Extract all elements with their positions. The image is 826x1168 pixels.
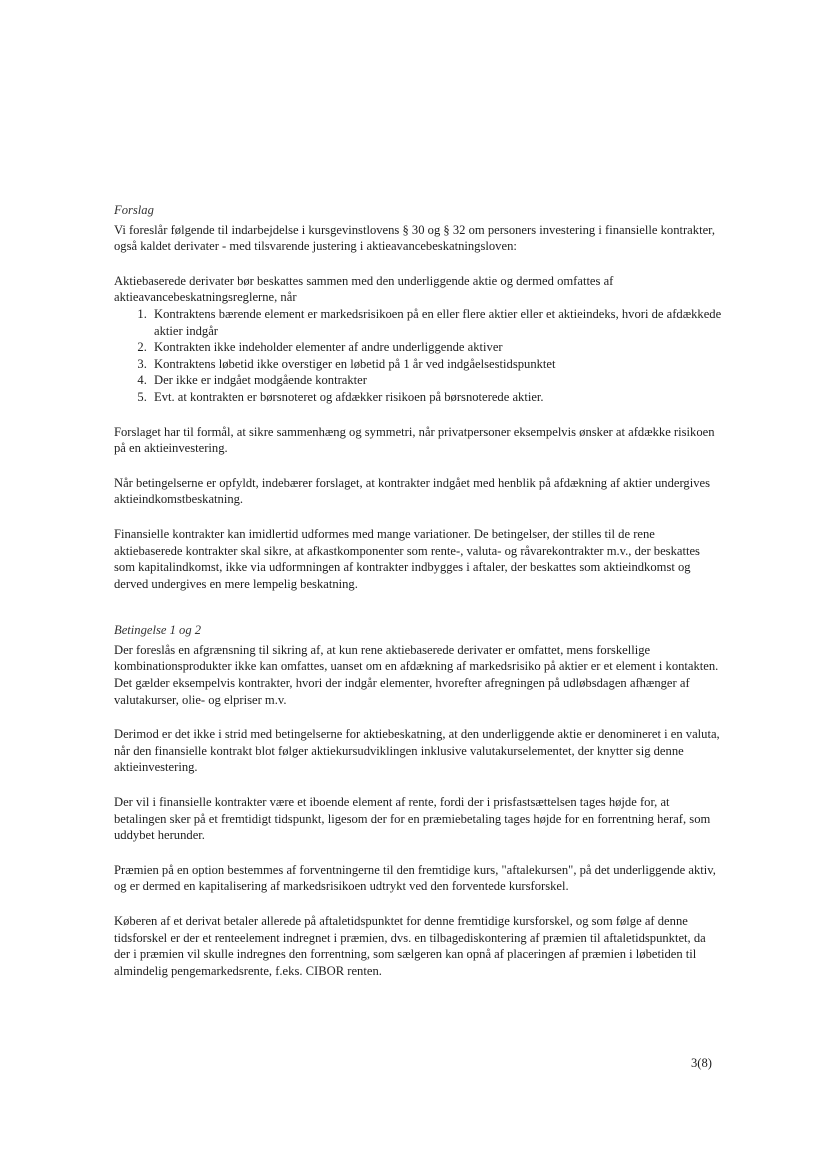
conditions-list [114, 306, 724, 406]
paragraph-intro: Vi foreslår følgende til indarbejdelse i kursgevinstlovens § 30 og § 32 om personers investering i finansielle kontrakter, også kaldet derivater - med tilsvarende justering i aktieavancebeskatningsloven: [114, 222, 715, 254]
paragraph-interest-element: Der vil i finansielle kontrakter være et iboende element af rente, fordi der i prisfastsættelsen tages højde for, at betalingen sker på et fremtidigt tidspunkt, ligesom der for en præmiebetaling tages højde for en forrentning heraf, som uddybet herunder. [114, 795, 711, 843]
section-heading-betingelse: Betingelse 1 og 2 [114, 623, 202, 638]
condition-item: 4. Der ikke er indgået modgående kontrakter [150, 372, 724, 389]
paragraph-option-premium: Præmien på en option bestemmes af forventningerne til den fremtidige kurs, "aftalekursen", på det underliggende aktiv, og er dermed en kapitalisering af markedsrisikoen udtrykt ved den forventede kursforskel. [114, 862, 716, 894]
paragraph-delimitation: Der foreslås en afgrænsning til sikring af, at kun rene aktiebaserede derivater er omfattet, mens forskellige kombinationsprodukter ikke kan omfattes, uanset om en afdækning af markedsrisiko på aktier er et element i kontakten. Det gælder eksempelvis kontrakter, hvori der indgår elementer, hvorefter afregningen på udløbsdagen afhænger af valutakurser, olie- og elpriser m.v. [114, 642, 719, 707]
paragraph-currency: Derimod er det ikke i strid med betingelserne for aktiebeskatning, at den underliggende aktie er denomineret i en valuta, når den finansielle kontrakt blot følger aktiekursudviklingen inklusive valutakurselementet, der knytter sig denne aktieinvestering. [114, 727, 720, 775]
section-spacer [114, 610, 724, 622]
section-heading-forslag: Forslag [114, 203, 154, 217]
condition-item: 5. Evt. at kontrakten er børsnoteret og afdækker risikoen på børsnoterede aktier. [150, 389, 724, 406]
paragraph-conditions-met: Når betingelserne er opfyldt, indebærer forslaget, at kontrakter indgået med henblik på afdækning af aktier undergives aktieindkomstbeskatning. [114, 475, 711, 507]
paragraph-variations: Finansielle kontrakter kan imidlertid udformes med mange variationer. De betingelser, der stilles til de rene aktiebaserede kontrakter skal sikre, at afkastkomponenter som rente-, valuta- og råvarekontrakter m.v., der beskattes som kapitalindkomst, ikke via udformningen af kontrakter indbygges i aftaler, der beskattes som aktieindkomst og derved undergives en mere lempelig beskatning. [114, 526, 700, 591]
page-body [114, 202, 724, 997]
condition-item: 2. Kontrakten ikke indeholder elementer af andre underliggende aktiver [150, 339, 724, 356]
paragraph-buyer-payment: Køberen af et derivat betaler allerede på aftaletidspunktet for denne fremtidige kursforskel, og som følge af denne tidsforskel er der et renteelement indregnet i præmien, dvs. en tilbagediskontering af præmien til aftaletidspunktet, da der i præmien vil skulle indregnes den forrentning, som sælgeren kan opnå af placeringen af præmien i løbetiden til almindelig pengemarkedsrente, f.eks. CIBOR renten. [114, 914, 706, 978]
paragraph-purpose: Forslaget har til formål, at sikre sammenhæng og symmetri, når privatpersoner eksempelvis ønsker at afdække risikoen på en aktieinvestering. [114, 424, 715, 456]
paragraph-derivatives-taxation: Aktiebaserede derivater bør beskattes sammen med den underliggende aktie og dermed omfattes af aktieavancebeskatningsreglerne, når [114, 273, 614, 305]
condition-item: 3. Kontraktens løbetid ikke overstiger en løbetid på 1 år ved indgåelsestidspunktet [150, 356, 724, 373]
condition-item: 1. Kontraktens bærende element er markedsrisikoen på en eller flere aktier eller et aktieindeks, hvori de afdækkede aktier indgår [150, 306, 724, 339]
page-number: 3(8) [691, 1056, 712, 1070]
